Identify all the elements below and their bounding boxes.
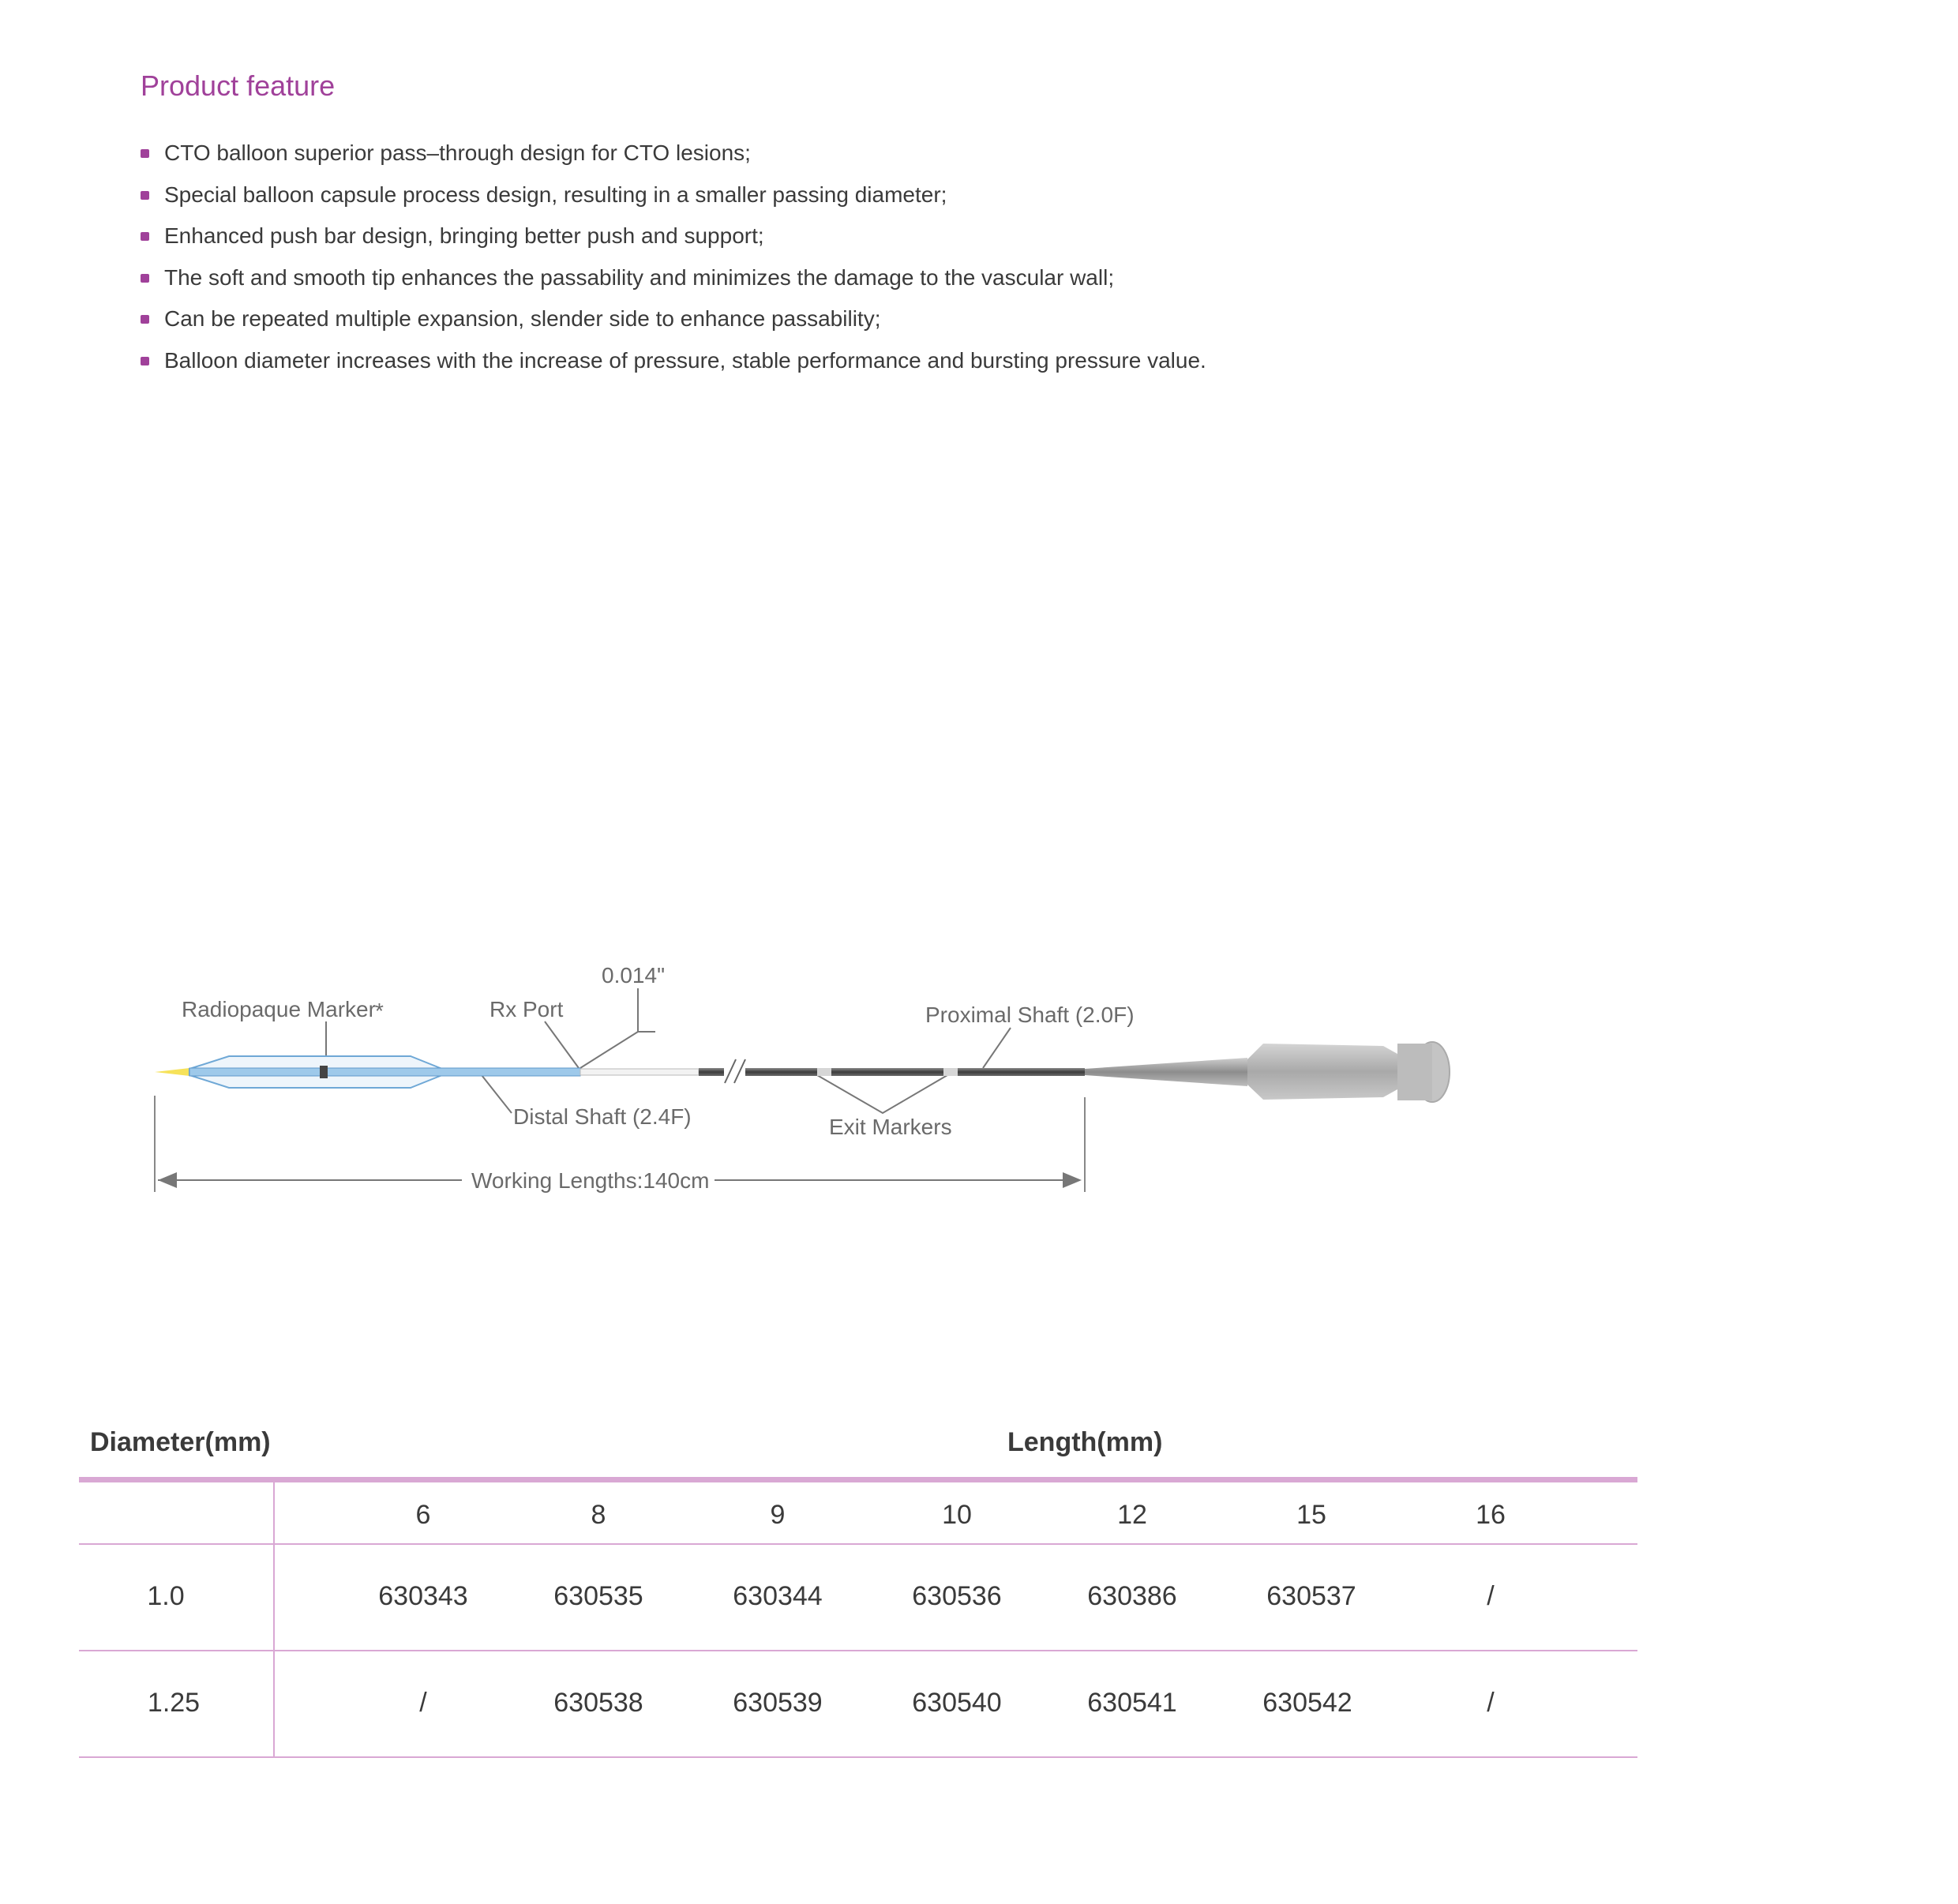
feature-item <box>141 216 1206 257</box>
feature-text: Balloon diameter increases with the increase of pressure, stable performance and bursting pressure value. <box>164 347 1206 373</box>
table-top-rule <box>79 1477 1637 1482</box>
bullet-icon <box>141 357 149 365</box>
item-code-cell: 630542 <box>1262 1688 1352 1718</box>
item-code-cell: / <box>419 1688 427 1718</box>
catheter-tip <box>155 1068 189 1076</box>
item-code-cell: 630541 <box>1087 1688 1177 1718</box>
item-code-cell: 630386 <box>1087 1581 1177 1611</box>
feature-item <box>141 298 1206 340</box>
guidewire-callout <box>580 1032 655 1068</box>
exit-markers-callout <box>817 1075 947 1113</box>
proximal-shaft-segment <box>699 1068 724 1076</box>
proximal-shaft <box>745 1068 1085 1076</box>
radiopaque-marker <box>320 1066 328 1078</box>
working-length-label: Working Lengths:140cm <box>471 1168 710 1193</box>
item-code-cell: 630536 <box>912 1581 1002 1611</box>
diameter-cell: 1.25 <box>147 1688 201 1718</box>
length-cell: 8 <box>591 1500 606 1530</box>
feature-text: CTO balloon superior pass–through design for CTO lesions; <box>164 141 751 165</box>
bullet-icon <box>141 191 149 200</box>
item-code-cell: 630539 <box>733 1688 823 1718</box>
star-icon: * <box>375 999 384 1023</box>
proximal-shaft-label: Proximal Shaft (2.0F) <box>925 1003 1135 1027</box>
exit-markers-label: Exit Markers <box>829 1115 952 1139</box>
feature-item <box>141 174 1206 216</box>
feature-item <box>141 133 1206 174</box>
feature-item <box>141 340 1206 382</box>
feature-text: Can be repeated multiple expansion, slender side to enhance passability; <box>164 306 881 331</box>
section-title: Product feature <box>141 69 336 102</box>
exit-marker <box>817 1068 831 1076</box>
item-code-cell: 630343 <box>378 1581 468 1611</box>
item-code-cell: 630344 <box>733 1581 823 1611</box>
break-mark <box>734 1059 745 1083</box>
bullet-icon <box>141 149 149 158</box>
table-bottom-rule <box>79 1756 1637 1758</box>
catheter-svg <box>0 939 1958 1224</box>
catheter-diagram <box>0 939 1958 1224</box>
rx-port-label: Rx Port <box>490 997 564 1021</box>
feature-list <box>141 133 1206 381</box>
item-code-cell: / <box>1487 1688 1495 1718</box>
strain-relief <box>1085 1058 1247 1086</box>
break-mark <box>725 1059 736 1083</box>
item-code-cell: / <box>1487 1581 1495 1611</box>
bullet-icon <box>141 232 149 241</box>
guidewire-section <box>580 1069 699 1075</box>
length-cell: 12 <box>1117 1500 1147 1530</box>
exit-marker <box>943 1068 958 1076</box>
rx-port-callout <box>545 1021 579 1068</box>
bullet-icon <box>141 274 149 283</box>
table-row <box>79 1651 1637 1757</box>
item-code-cell: 630540 <box>912 1688 1002 1718</box>
diameter-cell: 1.0 <box>147 1581 185 1611</box>
table-row <box>79 1545 1637 1651</box>
hub-collar <box>1397 1044 1432 1100</box>
length-cell: 6 <box>415 1500 431 1530</box>
item-code-cell: 630537 <box>1266 1581 1356 1611</box>
radiopaque-marker-label: Radiopaque Marker <box>182 997 376 1021</box>
item-code-cell: 630535 <box>553 1581 643 1611</box>
length-cell: 16 <box>1476 1500 1506 1530</box>
distal-shaft <box>189 1068 580 1076</box>
length-cell: 10 <box>942 1500 972 1530</box>
feature-text: Enhanced push bar design, bringing better push and support; <box>164 223 764 248</box>
arrow-right-icon <box>1063 1172 1082 1188</box>
distal-shaft-label: Distal Shaft (2.4F) <box>513 1104 692 1129</box>
arrow-left-icon <box>158 1172 177 1188</box>
guidewire-size-label: 0.014" <box>602 963 666 988</box>
proximal-callout <box>983 1028 1011 1068</box>
length-cell: 15 <box>1296 1500 1326 1530</box>
length-header: Length(mm) <box>1007 1427 1163 1457</box>
feature-item <box>141 257 1206 299</box>
item-code-cell: 630538 <box>553 1688 643 1718</box>
diameter-header: Diameter(mm) <box>90 1427 271 1457</box>
length-cell: 9 <box>770 1500 786 1530</box>
bullet-icon <box>141 315 149 324</box>
feature-text: Special balloon capsule process design, resulting in a smaller passing diameter; <box>164 182 947 207</box>
distal-callout <box>482 1075 512 1113</box>
luer-hub <box>1247 1044 1397 1100</box>
table-header-row <box>79 1482 1637 1544</box>
feature-text: The soft and smooth tip enhances the passability and minimizes the damage to the vascular wall; <box>164 264 1115 290</box>
